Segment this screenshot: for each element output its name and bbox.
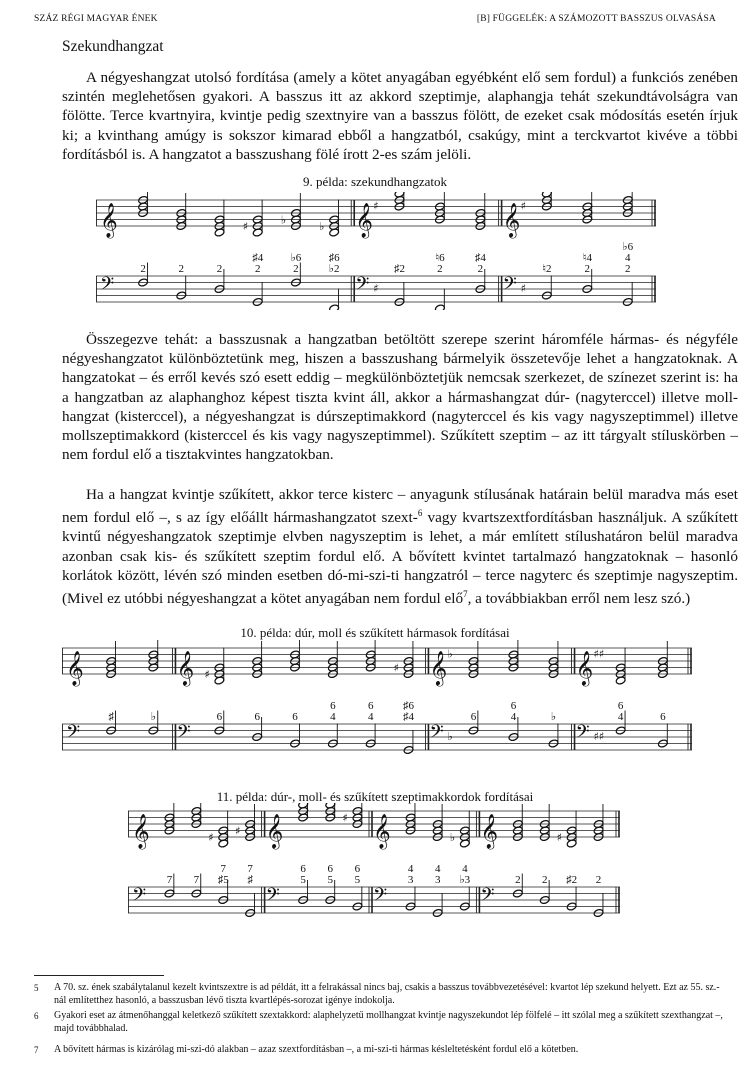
figured-bass-numeral: ♭3	[459, 874, 471, 886]
figured-bass-numeral: ♯2	[566, 874, 578, 886]
example-9-caption: 9. példa: szekundhangzatok	[302, 174, 448, 189]
figured-bass-numeral: ♮4	[582, 252, 593, 264]
footnote-5	[34, 982, 724, 1007]
figured-bass-numeral: 6	[216, 711, 223, 723]
figured-bass-numeral: ♯5	[217, 874, 229, 886]
figured-bass-numeral: 6	[300, 863, 306, 875]
key-signature-icon: ♯	[373, 282, 379, 295]
figured-bass-numeral: 2	[254, 263, 261, 275]
figured-bass-numeral: 6	[470, 711, 477, 723]
footnote-5-text: A 70. sz. ének szabálytalanul kezelt kvintszextre is ad példát, itt a felrakással nincs baj, csakis a basszus továbbvezetésével: kvartot lép szekund helyett. Ezt az 55. sz.-nál említetthez hasonló, a basszusban lévő tiszta kvartlépés-sorozat igénye indokolja.	[54, 982, 720, 1006]
figured-bass-numeral: 5	[300, 874, 306, 886]
bass-half-notehead	[435, 304, 446, 310]
figured-bass-numeral: ♯6	[403, 700, 415, 712]
figured-bass-numeral: 2	[140, 263, 146, 275]
footnote-5-number: 5	[34, 983, 39, 993]
figured-bass-numeral: 6	[660, 711, 666, 723]
example-10-caption: 10. példa: dúr, moll és szűkített hármasok fordításai	[240, 625, 510, 640]
figured-bass-numeral: 2	[437, 263, 443, 275]
figured-bass-numeral: 2	[477, 263, 484, 275]
figured-bass-numeral: 2	[625, 263, 631, 275]
paragraph-2: Összegezve tehát: a basszusnak a hangzatban betöltött szerepe szerint háromféle hármas- és négyféle négyeshangzatot különböztetünk meg, hiszen a basszushang bármelyik összetevője lehet a hangzatoknak. A hangzatokat – és erről kevés szó esett eddig – megkülönböztetjük nemcsak szerkezet, de színezet szerint is: ha a hangzatban az alaphanghoz képest tiszta kvint áll, akkor a hármashangzat dúr- (nagyterccel) illetve moll-hangzat (kisterccel), a négyeshangzat is dúrszeptimakkord (nagyterccel és kis vagy nagyszeptimmel) illetve mollszeptimakkord (kisterccel és kis vagy nagyszeptimmel). Szűkített szeptim – az itt tárgyalt stíluskörben – nem fordul elő a tisztakvintes hangzatokban.	[62, 331, 738, 464]
paragraph-3-part-3: , a továbbiakban erről nem lesz szó.)	[467, 590, 691, 608]
footnote-ref-6[interactable]: 6	[417, 508, 423, 519]
bass-clef-icon: 𝄢	[355, 274, 370, 299]
example-11-score	[128, 803, 620, 921]
footnote-7	[34, 1044, 724, 1057]
figured-bass-numeral: 6	[327, 863, 334, 875]
paragraph-3	[62, 485, 738, 608]
accidental-icon: ♯	[393, 661, 399, 675]
figured-bass-numeral: 6	[254, 711, 260, 723]
key-signature-icon: ♯	[373, 199, 379, 213]
footnote-7-number: 7	[34, 1045, 39, 1055]
footnote-6-text: Gyakori eset az átmenőhanggal keletkező szűkített szextakkord: alaphelyzetű mollhangzat kvintje nagyszekundot lép fölfelé – itt szólal meg a szűkített szexthangzat –, majd továbbhalad.	[54, 1010, 723, 1034]
figured-bass-numeral: 7	[193, 874, 200, 886]
figured-bass-numeral: 6	[367, 700, 374, 712]
paragraph-3-part-1: Ha a hangzat kvintje szűkített, akkor terce kisterc – anyagunk stílusának határain belül maradva más eset nem fordul elő –, s az így előállt hármashangzatot szext-	[62, 486, 738, 527]
section-title: Szekundhangzat	[62, 38, 164, 55]
figured-bass-numeral: ♯6	[328, 252, 340, 264]
key-signature-icon: ♯♯	[593, 647, 605, 661]
accidental-icon: ♯	[235, 824, 241, 838]
figured-bass-numeral: ♭	[150, 711, 156, 723]
treble-clef-icon: 𝄞	[176, 651, 195, 686]
score-svg	[62, 640, 692, 758]
figured-bass-numeral: 4	[617, 711, 624, 723]
accidental-icon: ♭	[319, 220, 325, 233]
figured-bass-numeral: 4	[462, 863, 468, 875]
paragraph-3-part-2: vagy kvartszextfordításban használjuk. A szűkített kvintű négyeshangzatok szeptimje elvben nagyszeptim is lehet, a már említett stílushatáron belül maradva azonban csak kis- és szűkített szeptim fordul elő. A bővített kvintet tartalmazó hangzatoknak – hasonló korlátok között, lévén szó minden esetben dó-mi-szi-ti hangzatról – terce nagyterc és szeptimje nagyszeptim. (Mivel ez utóbbi négyeshangzat a kötet anyagában nem fordul elő	[62, 509, 738, 608]
bass-clef-icon: 𝄢	[66, 722, 81, 747]
bass-clef-icon: 𝄢	[502, 274, 517, 299]
figured-bass-numeral: 7	[166, 874, 173, 886]
treble-clef-icon: 𝄞	[502, 203, 521, 238]
figured-bass-numeral: 6	[330, 700, 336, 712]
example-11-caption: 11. példa: dúr-, moll- és szűkített szeptimakkordok fordításai	[216, 789, 534, 804]
figured-bass-numeral: 4	[367, 711, 374, 723]
accidental-icon: ♯	[208, 831, 214, 844]
accidental-icon: ♭	[449, 831, 456, 844]
bass-clef-icon: 𝄢	[373, 885, 388, 910]
figured-bass-numeral: 6	[354, 863, 361, 875]
figured-bass-numeral: 7	[220, 863, 226, 875]
footnote-6-number: 6	[34, 1011, 39, 1021]
key-signature-icon: ♯♯	[593, 730, 605, 743]
paragraph-1: A négyeshangzat utolsó fordítása (amely a kötet anyagában egyébként elő sem fordul) a funkciós zenében szintén meglehetősen gyakori. A basszus itt az akkord szeptimje, alaphangja tehát szekundtávolságra van fölötte. Terce kvartnyira, kvintje pedig szextnyire van a basszus fölött, de ezeket csak módosítás esetén írjuk ki; a kvinthang amúgy is sokszor kimarad ebből a hangzatból, csakúgy, mint a terckvartot kivéve a többi fordításból is. A hangzatot a basszushang fölé írott 2-es szám jelöli.	[62, 69, 738, 163]
figured-bass-numeral: 2	[584, 263, 591, 275]
figured-bass-numeral: 7	[247, 863, 253, 875]
running-header	[34, 14, 716, 28]
treble-clef-icon: 𝄞	[66, 651, 84, 686]
figured-bass-numeral: 4	[407, 863, 414, 875]
header-book-title: SZÁZ RÉGI MAGYAR ÉNEK	[34, 14, 158, 24]
bass-clef-icon: 𝄢	[132, 885, 147, 910]
key-signature-icon: ♯	[520, 282, 526, 295]
figured-bass-numeral: 6	[617, 700, 624, 712]
figured-bass-numeral: 2	[515, 874, 521, 886]
treble-clef-icon: 𝄞	[355, 203, 373, 238]
figured-bass-numeral: 4	[510, 711, 517, 723]
treble-clef-icon: 𝄞	[575, 651, 594, 686]
treble-clef-icon: 𝄞	[429, 651, 448, 686]
header-chapter-title: [B] FÜGGELÉK: A SZÁMOZOTT BASSZUS OLVASÁSA	[476, 14, 716, 24]
key-signature-icon: ♭	[447, 730, 453, 743]
bass-clef-icon: 𝄢	[265, 885, 280, 910]
footnote-separator	[34, 975, 164, 976]
figured-bass-numeral: ♭6	[622, 241, 634, 253]
example-9-score	[96, 192, 656, 310]
bass-clef-icon: 𝄢	[176, 722, 191, 747]
figured-bass-numeral: ♭2	[328, 263, 340, 275]
treble-clef-icon: 𝄞	[480, 814, 499, 849]
figured-bass-numeral: 2	[293, 263, 299, 275]
footnote-7-text: A bővített hármas is kizárólag mi-szi-dó alakban – azaz szextfordításban –, a mi-szi-ti hármas késleltetésként fordul elő a kötetben.	[54, 1044, 579, 1055]
score-svg	[96, 192, 656, 310]
figured-bass-numeral: ♯2	[393, 263, 405, 275]
footnote-6	[34, 1010, 724, 1035]
example-10-score	[62, 640, 692, 758]
figured-bass-numeral: 2	[542, 874, 548, 886]
bass-clef-icon: 𝄢	[480, 885, 495, 910]
accidental-icon: ♯	[342, 811, 348, 825]
figured-bass-numeral: ♮2	[542, 263, 552, 275]
figured-bass-numeral: ♯	[247, 874, 253, 886]
figured-bass-numeral: 6	[292, 711, 298, 723]
accidental-icon: ♯	[242, 220, 249, 233]
figured-bass-numeral: ♭	[550, 711, 557, 723]
figured-bass-numeral: 3	[434, 874, 441, 886]
accidental-icon: ♭	[280, 213, 287, 227]
figured-bass-numeral: 2	[595, 874, 602, 886]
accidental-icon: ♯	[556, 831, 562, 844]
figured-bass-numeral: 4	[625, 252, 631, 264]
figured-bass-numeral: 2	[216, 263, 223, 275]
figured-bass-numeral: 4	[434, 863, 441, 875]
treble-clef-icon: 𝄞	[132, 814, 150, 849]
bass-half-notehead	[329, 304, 340, 310]
figured-bass-numeral: ♯4	[403, 711, 415, 723]
bass-clef-icon: 𝄢	[575, 722, 590, 747]
key-signature-icon: ♯	[520, 199, 526, 213]
treble-clef-icon: 𝄞	[100, 203, 118, 238]
footnote-ref-7[interactable]: 7	[463, 589, 468, 600]
figured-bass-numeral: 2	[178, 263, 185, 275]
treble-clef-icon: 𝄞	[373, 814, 391, 849]
key-signature-icon: ♭	[447, 647, 453, 661]
figured-bass-numeral: ♯4	[474, 252, 486, 264]
bass-clef-icon: 𝄢	[429, 722, 444, 747]
figured-bass-numeral: ♮6	[435, 252, 445, 264]
score-svg	[128, 803, 620, 921]
figured-bass-numeral: 6	[510, 700, 517, 712]
figured-bass-numeral: ♭6	[290, 252, 302, 264]
treble-clef-icon: 𝄞	[265, 814, 284, 849]
figured-bass-numeral: ♯4	[252, 252, 264, 264]
accidental-icon: ♯	[204, 668, 210, 681]
figured-bass-numeral: 3	[407, 874, 414, 886]
figured-bass-numeral: 5	[327, 874, 334, 886]
figured-bass-numeral: ♯	[108, 711, 114, 723]
figured-bass-numeral: 5	[354, 874, 361, 886]
bass-clef-icon: 𝄢	[100, 274, 115, 299]
figured-bass-numeral: 4	[330, 711, 336, 723]
